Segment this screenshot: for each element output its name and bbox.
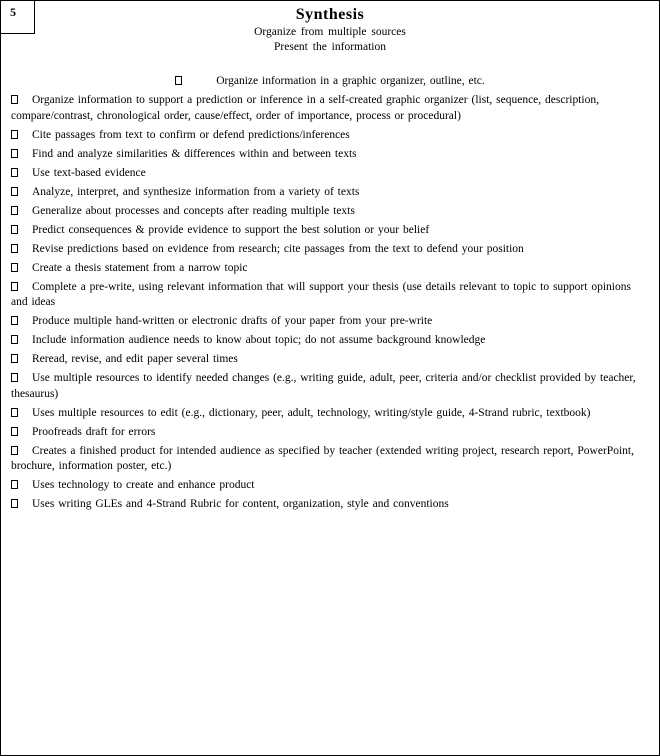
checklist-item-text: Proofreads draft for errors xyxy=(32,425,156,438)
checkbox-icon[interactable] xyxy=(11,446,18,455)
checklist-item xyxy=(11,371,649,402)
checklist-item xyxy=(11,261,649,277)
checklist-item xyxy=(11,166,649,182)
checkbox-icon[interactable] xyxy=(11,408,18,417)
checklist-item-text: Uses technology to create and enhance product xyxy=(32,479,255,491)
checklist-item-text: Uses writing GLEs and 4-Strand Rubric for content, organization, style and conventions xyxy=(32,498,449,510)
checklist-item xyxy=(11,314,649,330)
checkbox-icon[interactable] xyxy=(11,187,18,196)
checklist-item-text: Reread, revise, and edit paper several times xyxy=(32,353,238,365)
page-number: 5 xyxy=(1,1,35,34)
checklist-item xyxy=(11,147,649,163)
checklist-item xyxy=(11,425,649,441)
checklist-item-text: Creates a finished product for intended audience as specified by teacher (extended writing project, research report, PowerPoint, brochure, information poster, etc.) xyxy=(11,444,634,472)
centered-checklist-item xyxy=(1,74,659,89)
checklist-item-text: Include information audience needs to know about topic; do not assume background knowledge xyxy=(32,334,486,346)
checkbox-icon[interactable] xyxy=(11,316,18,325)
checkbox-icon[interactable] xyxy=(11,263,18,272)
checkbox-icon[interactable] xyxy=(11,206,18,215)
checklist-item xyxy=(11,128,649,144)
checklist-item xyxy=(11,444,649,475)
checkbox-icon[interactable] xyxy=(11,499,18,508)
checkbox-icon[interactable] xyxy=(11,282,18,291)
checklist-item xyxy=(11,204,649,220)
checkbox-icon[interactable] xyxy=(11,244,18,253)
checkbox-icon[interactable] xyxy=(175,76,182,85)
checklist-item-text: Use multiple resources to identify needed changes (e.g., writing guide, adult, peer, criteria and/or checklist provided by teacher, thesaurus) xyxy=(11,372,636,400)
page-title: Synthesis xyxy=(295,6,365,23)
checklist-item-text: Use text-based evidence xyxy=(32,166,146,179)
checklist-item-text: Revise predictions based on evidence from research; cite passages from the text to defend your position xyxy=(32,242,524,255)
checklist-item-text: Uses multiple resources to edit (e.g., dictionary, peer, adult, technology, writing/style guide, 4-Strand rubric, textbook) xyxy=(32,406,591,419)
checklist-item xyxy=(11,478,649,494)
checkbox-icon[interactable] xyxy=(11,427,18,436)
checklist-item-text: Create a thesis statement from a narrow topic xyxy=(32,261,248,274)
checklist-item xyxy=(11,406,649,422)
checklist-item xyxy=(11,242,649,258)
checklist-item-text: Analyze, interpret, and synthesize information from a variety of texts xyxy=(32,185,360,198)
checkbox-icon[interactable] xyxy=(11,149,18,158)
checklist xyxy=(1,93,659,513)
checklist-item-text: Find and analyze similarities & differences within and between texts xyxy=(32,147,357,160)
checklist-item xyxy=(11,223,649,239)
checklist-item xyxy=(11,352,649,368)
checkbox-icon[interactable] xyxy=(11,480,18,489)
checklist-item-text: Organize information in a graphic organizer, outline, etc. xyxy=(216,75,485,87)
checkbox-icon[interactable] xyxy=(11,354,18,363)
checklist-item xyxy=(11,333,649,349)
checklist-item-text: Complete a pre-write, using relevant information that will support your thesis (use details relevant to topic to support opinions and ideas xyxy=(11,280,631,308)
checklist-item xyxy=(11,280,649,311)
checklist-item-text: Organize information to support a prediction or inference in a self-created graphic organizer (list, sequence, description, compare/contrast, chronological order, cause/effect, order of importance, process or procedural) xyxy=(11,94,599,122)
checkbox-icon[interactable] xyxy=(11,95,18,104)
checklist-item xyxy=(11,93,649,124)
checkbox-icon[interactable] xyxy=(11,335,18,344)
checklist-item xyxy=(11,497,649,513)
subtitle-line-1: Organize from multiple sources xyxy=(254,26,406,38)
checklist-item-text: Predict consequences & provide evidence to support the best solution or your belief xyxy=(32,223,430,236)
checkbox-icon[interactable] xyxy=(11,130,18,139)
checklist-item xyxy=(11,185,649,201)
header xyxy=(1,1,659,55)
checklist-item-text: Cite passages from text to confirm or defend predictions/inferences xyxy=(32,128,350,141)
subtitle-line-2: Present the information xyxy=(274,41,386,53)
checklist-item-text: Produce multiple hand-written or electronic drafts of your paper from your pre-write xyxy=(32,315,433,327)
checkbox-icon[interactable] xyxy=(11,168,18,177)
checkbox-icon[interactable] xyxy=(11,225,18,234)
checklist-item-text: Generalize about processes and concepts after reading multiple texts xyxy=(32,204,355,217)
checkbox-icon[interactable] xyxy=(11,373,18,382)
